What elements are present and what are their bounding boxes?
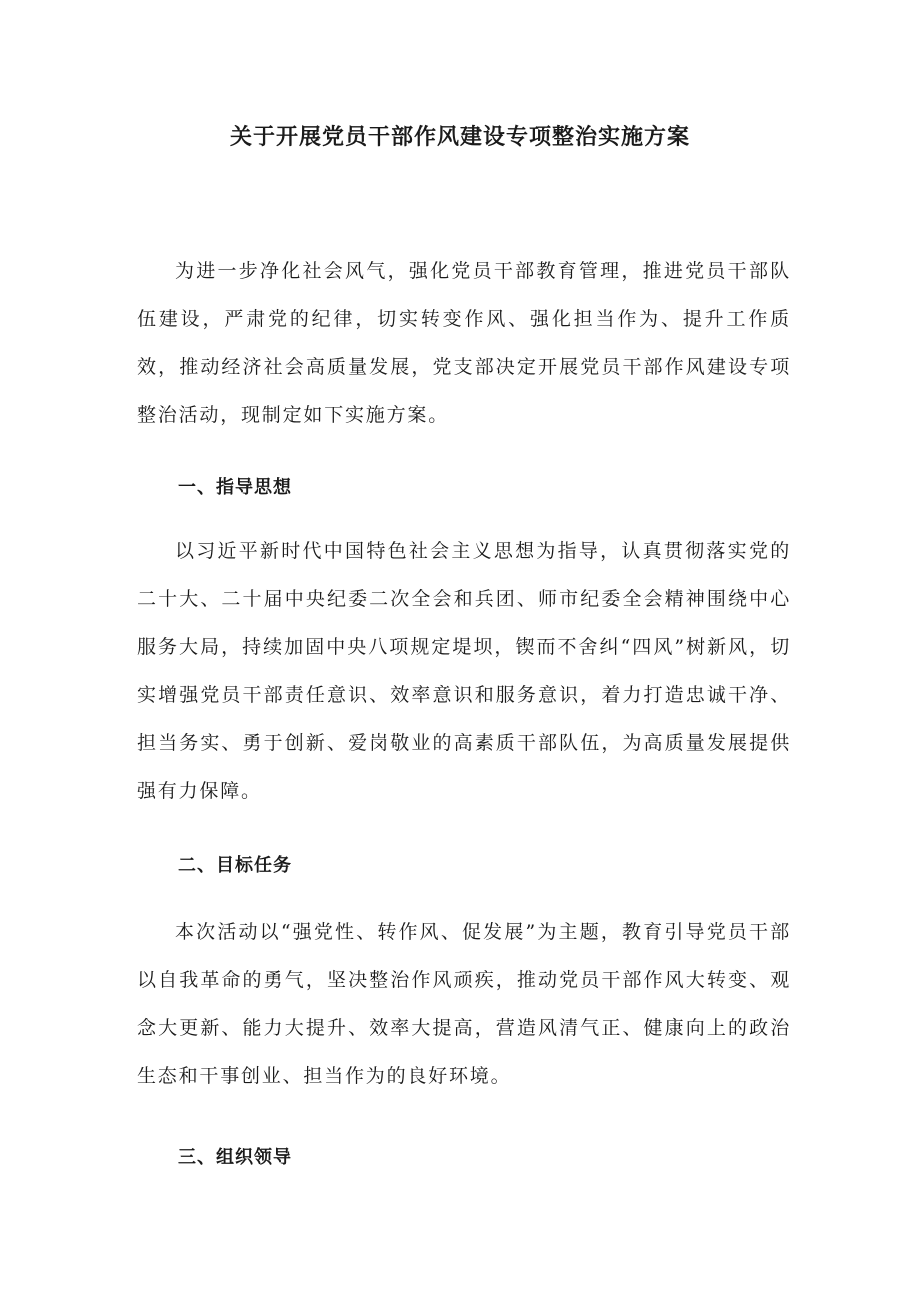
section-heading-goals-tasks: 二、目标任务 <box>178 855 292 876</box>
section-heading-guiding-ideology: 一、指导思想 <box>178 477 292 498</box>
section-body-goals-tasks: 本次活动以“强党性、转作风、促发展”为主题，教育引导党员干部以自我革命的勇气，坚决整治作风顽疾，推动党员干部作风大转变、观念大更新、能力大提升、效率大提高，营造风清气正、健康向上的政治生态和干事创业、担当作为的良好环境。 <box>137 921 791 1087</box>
section-heading-organization-leadership: 三、组织领导 <box>178 1147 292 1168</box>
intro-paragraph: 为进一步净化社会风气，强化党员干部教育管理，推进党员干部队伍建设，严肃党的纪律，切实转变作风、强化担当作为、提升工作质效，推动经济社会高质量发展，党支部决定开展党员干部作风建设专项整治活动，现制定如下实施方案。 <box>137 260 791 426</box>
section-body-guiding-ideology: 以习近平新时代中国特色社会主义思想为指导，认真贯彻落实党的二十大、二十届中央纪委二次全会和兵团、师市纪委全会精神围绕中心服务大局，持续加固中央八项规定堤坝，锲而不舍纠“四风”树新风，切实增强党员干部责任意识、效率意识和服务意识，着力打造忠诚干净、担当务实、勇于创新、爱岗敬业的高素质干部队伍，为高质量发展提供强有力保障。 <box>137 540 791 802</box>
document-title: 关于开展党员干部作风建设专项整治实施方案 <box>229 125 690 150</box>
